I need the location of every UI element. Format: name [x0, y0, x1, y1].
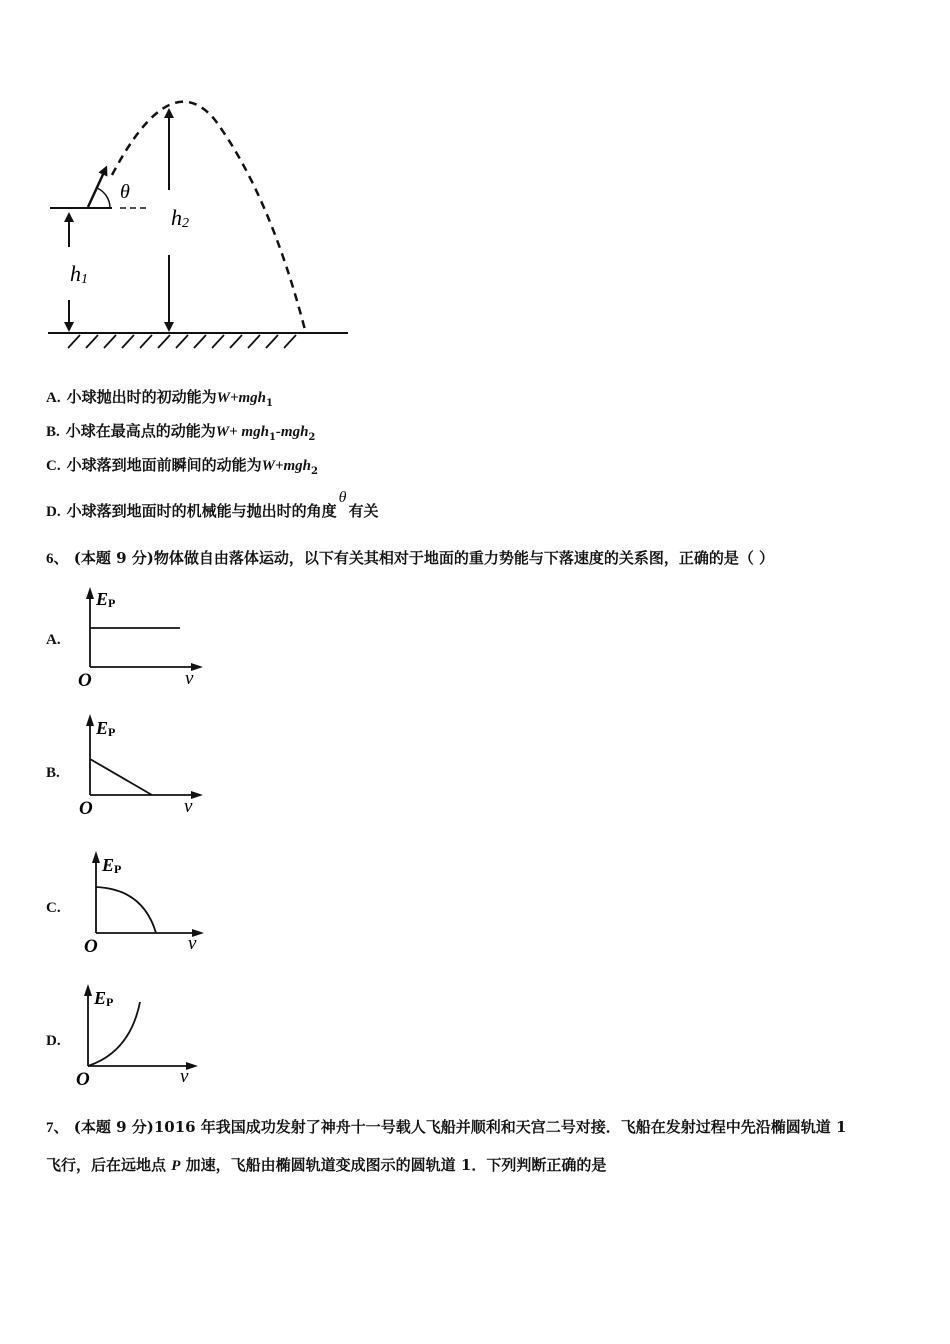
q6-option-c-label: C.	[46, 900, 61, 916]
graph-d-curve	[88, 1002, 140, 1066]
q6-option-b-label: B.	[46, 765, 60, 781]
svg-text:O: O	[84, 936, 98, 957]
q6-graph-a	[72, 585, 212, 691]
svg-text:EP: EP	[102, 855, 122, 876]
svg-text:v: v	[188, 933, 197, 954]
q5-option-a: A. 小球抛出时的初动能为W+mgh$_1$	[46, 388, 273, 409]
projectile-figure	[40, 95, 360, 355]
q7-question-line2: 飞行，后在远地点 P 加速，飞船由椭圆轨道变成图示的圆轨道 1．下列判断正确的是	[46, 1156, 607, 1174]
velocity-arrow	[88, 170, 105, 207]
svg-text:v: v	[184, 796, 193, 817]
svg-text:O: O	[79, 798, 93, 819]
svg-text:EP: EP	[94, 988, 114, 1009]
svg-text:v: v	[180, 1066, 189, 1087]
h2-label: h2	[171, 205, 189, 231]
q6-question: 6、 (本题 9 分)物体做自由落体运动，以下有关其相对于地面的重力势能与下落速度的关系图，正确的是（ ）	[46, 549, 775, 567]
svg-text:v: v	[185, 668, 194, 689]
q5-option-b: B. 小球在最高点的动能为W+ mgh$_1$-mgh$_2$	[46, 422, 316, 443]
svg-text:O: O	[78, 670, 92, 691]
q7-question-line1: 7、 (本题 9 分)1016 年我国成功发射了神舟十一号载人飞船并顺利和天宫二号对接．飞船在发射过程中先沿椭圆轨道 1	[46, 1118, 847, 1136]
q5-option-d: D. 小球落到地面时的机械能与抛出时的角度θ有关	[46, 489, 379, 520]
theta-symbol: θ	[338, 489, 347, 506]
q6-option-a-label: A.	[46, 632, 61, 648]
graph-c-curve	[96, 887, 156, 933]
ground-hatching	[68, 335, 296, 348]
q5-option-c: C. 小球落到地面前瞬间的动能为W+mgh$_2$	[46, 456, 318, 477]
angle-arc	[97, 188, 110, 208]
svg-text:EP: EP	[96, 589, 116, 610]
q6-graph-c	[78, 849, 218, 957]
svg-text:O: O	[76, 1069, 90, 1090]
svg-text:EP: EP	[96, 718, 116, 739]
q6-graph-b	[72, 712, 212, 820]
graph-b-curve	[90, 759, 152, 795]
q6-graph-d	[72, 982, 212, 1090]
h1-label: h1	[70, 261, 88, 287]
trajectory-dashed	[112, 102, 305, 330]
theta-label: θ	[120, 181, 130, 203]
q6-option-d-label: D.	[46, 1033, 61, 1049]
